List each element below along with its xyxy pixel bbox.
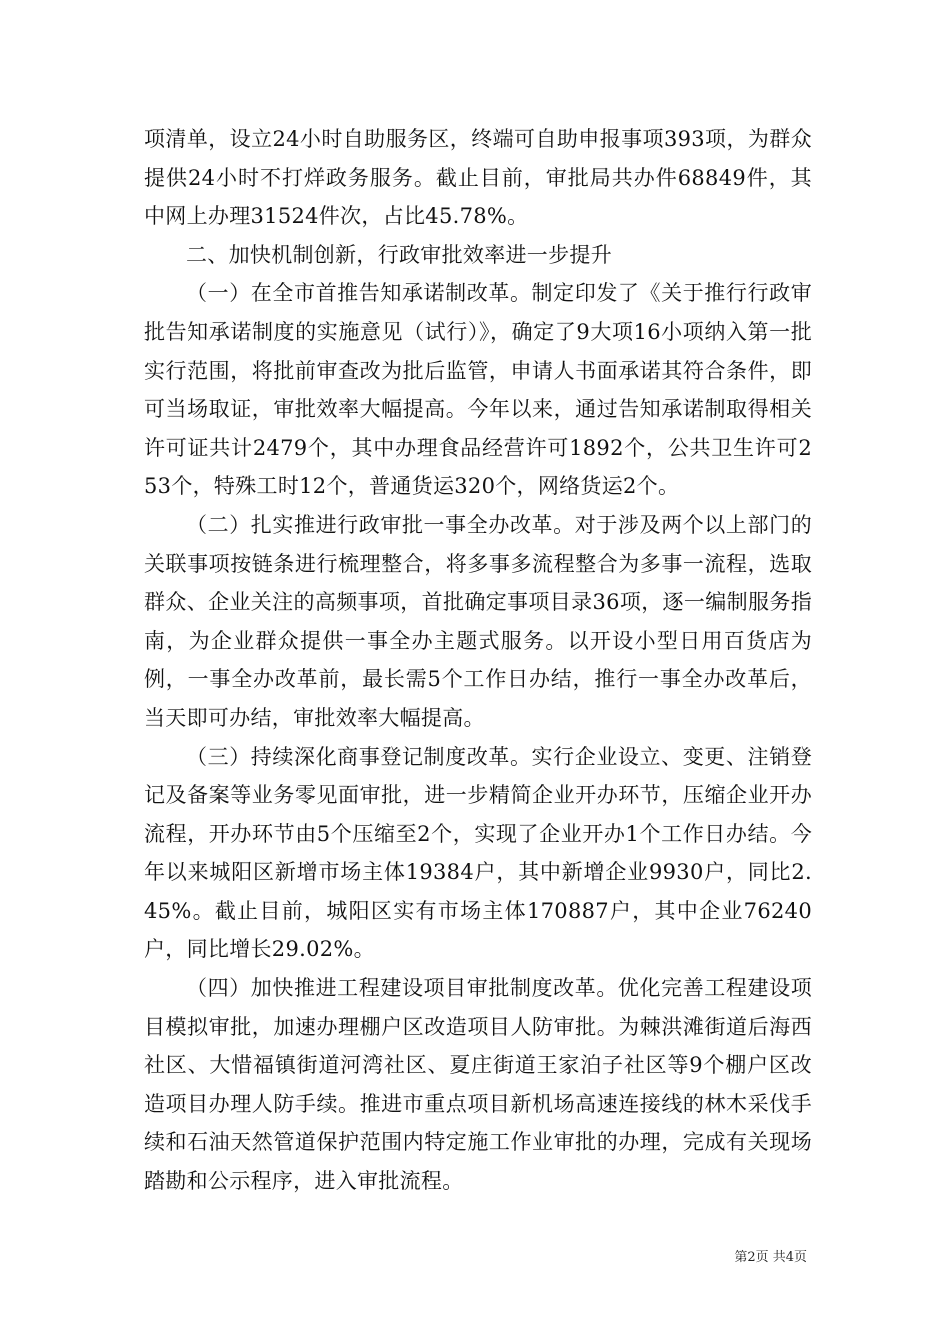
section-heading-2: 二、加快机制创新，行政审批效率进一步提升 [186,242,612,267]
paragraph-item-4: （四）加快推进工程建设项目审批制度改革。优化完善工程建设项目模拟审批，加速办理棚户区改造项目人防审批。为棘洪滩街道后海西社区、大惜福镇街道河湾社区、夏庄街道王家泊子社区等9个棚户区改造项目办理人防手续。推进市重点项目新机场高速连接线的林木采伐手续和石油天然管道保护范围内特定施工作业审批的办理，完成有关现场踏勘和公示程序，进入审批流程。 [144,976,812,1194]
paragraph-1: 项清单，设立24小时自助服务区，终端可自助申报事项393项，为群众提供24小时不打烊政务服务。截止目前，审批局共办件68849件，其中网上办理31524件次，占比45.78%。 [144,127,812,229]
paragraph-item-3: （三）持续深化商事登记制度改革。实行企业设立、变更、注销登记及备案等业务零见面审批，进一步精简企业开办环节，压缩企业开办流程，开办环节由5个压缩至2个，实现了企业开办1个工作日办结。今年以来城阳区新增市场主体19384户，其中新增企业9930户，同比2.45%。截止目前，城阳区实有市场主体170887户，其中企业76240户，同比增长29.02%。 [144,744,812,962]
document-body [144,120,812,1201]
paragraph-item-1: （一）在全市首推告知承诺制改革。制定印发了《关于推行行政审批告知承诺制度的实施意见（试行）》，确定了9大项16小项纳入第一批实行范围，将批前审查改为批后监管，申请人书面承诺其符合条件，即可当场取证，审批效率大幅提高。今年以来，通过告知承诺制取得相关许可证共计2479个，其中办理食品经营许可1892个，公共卫生许可253个，特殊工时12个，普通货运320个，网络货运2个。 [144,281,812,499]
paragraph-item-2: （二）扎实推进行政审批一事全办改革。对于涉及两个以上部门的关联事项按链条进行梳理整合，将多事多流程整合为多事一流程，选取群众、企业关注的高频事项，首批确定事项目录36项，逐一编制服务指南，为企业群众提供一事全办主题式服务。以开设小型日用百货店为例，一事全办改革前，最长需5个工作日办结，推行一事全办改革后，当天即可办结，审批效率大幅提高。 [144,512,812,730]
page-number-footer: 第2页 共4页 [734,1250,807,1265]
